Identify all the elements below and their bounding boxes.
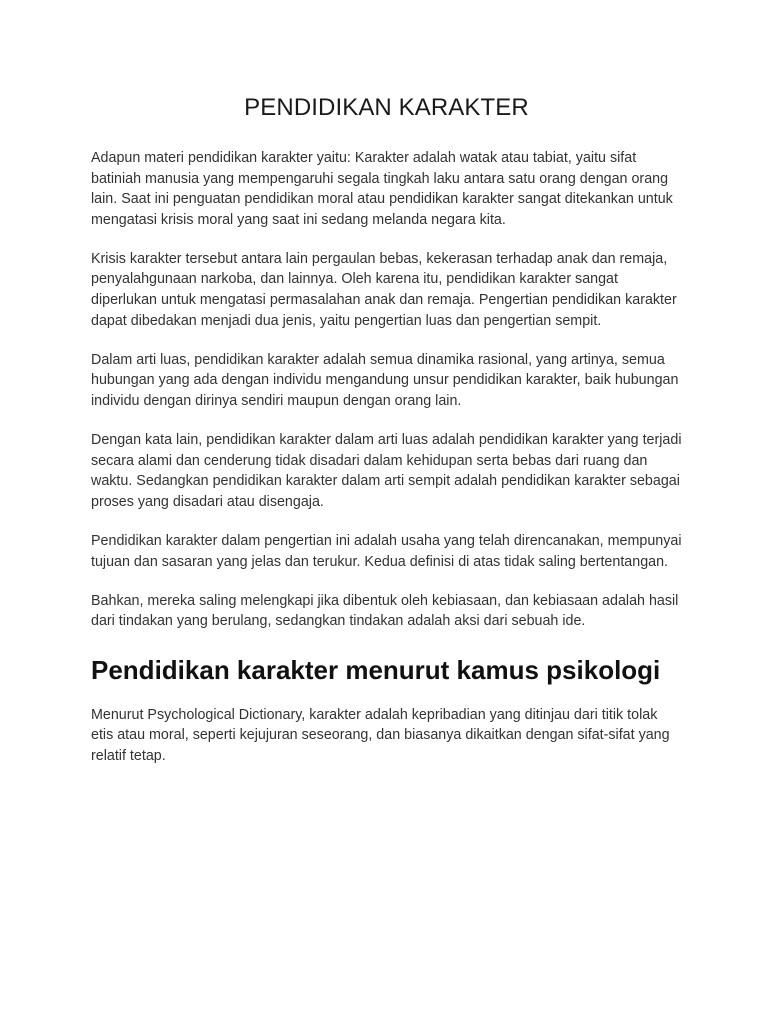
paragraph-materi: Adapun materi pendidikan karakter yaitu: Karakter adalah watak atau tabiat, yaitu sifat batiniah manusia yang mempengaruhi segala tingkah laku antara satu orang dengan orang lain. Saat ini penguatan pendidikan moral atau pendidikan karakter sangat ditekankan untuk mengatasi krisis moral yang saat ini sedang melanda negara kita. <box>91 150 673 228</box>
document-title: PENDIDIKAN KARAKTER <box>244 94 529 121</box>
paragraph-krisis-karakter: Krisis karakter tersebut antara lain pergaulan bebas, kekerasan terhadap anak dan remaja, penyalahgunaan narkoba, dan lainnya. Oleh karena itu, pendidikan karakter sangat diperlukan untuk mengatasi permasalahan anak dan remaja. Pengertian pendidikan karakter dapat dibedakan menjadi dua jenis, yaitu pengertian luas dan pengertian sempit. <box>91 250 677 329</box>
paragraph-psychological-dictionary: Menurut Psychological Dictionary, karakter adalah kepribadian yang ditinjau dari titik tolak etis atau moral, seperti kejujuran seseorang, dan biasanya dikaitkan dengan sifat-sifat yang relatif tetap. <box>91 706 670 764</box>
paragraph-arti-luas: Dalam arti luas, pendidikan karakter adalah semua dinamika rasional, yang artinya, semua hubungan yang ada dengan individu mengandung unsur pendidikan karakter, baik hubungan individu dengan dirinya sendiri maupun dengan orang lain. <box>91 351 679 409</box>
paragraph-bahkan: Bahkan, mereka saling melengkapi jika dibentuk oleh kebiasaan, dan kebiasaan adalah hasil dari tindakan yang berulang, sedangkan tindakan adalah aksi dari sebuah ide. <box>91 592 679 630</box>
paragraph-kata-lain: Dengan kata lain, pendidikan karakter dalam arti luas adalah pendidikan karakter yang terjadi secara alami dan cenderung tidak disadari dalam kehidupan serta bebas dari ruang dan waktu. Sedangkan pendidikan karakter dalam arti sempit adalah pendidikan karakter sebagai proses yang disadari atau disengaja. <box>91 432 682 510</box>
paragraph-pengertian-ini: Pendidikan karakter dalam pengertian ini adalah usaha yang telah direncanakan, mempunyai tujuan dan sasaran yang jelas dan terukur. Kedua definisi di atas tidak saling bertentangan. <box>91 532 682 570</box>
section-heading-kamus-psikologi: Pendidikan karakter menurut kamus psikologi <box>91 654 661 685</box>
